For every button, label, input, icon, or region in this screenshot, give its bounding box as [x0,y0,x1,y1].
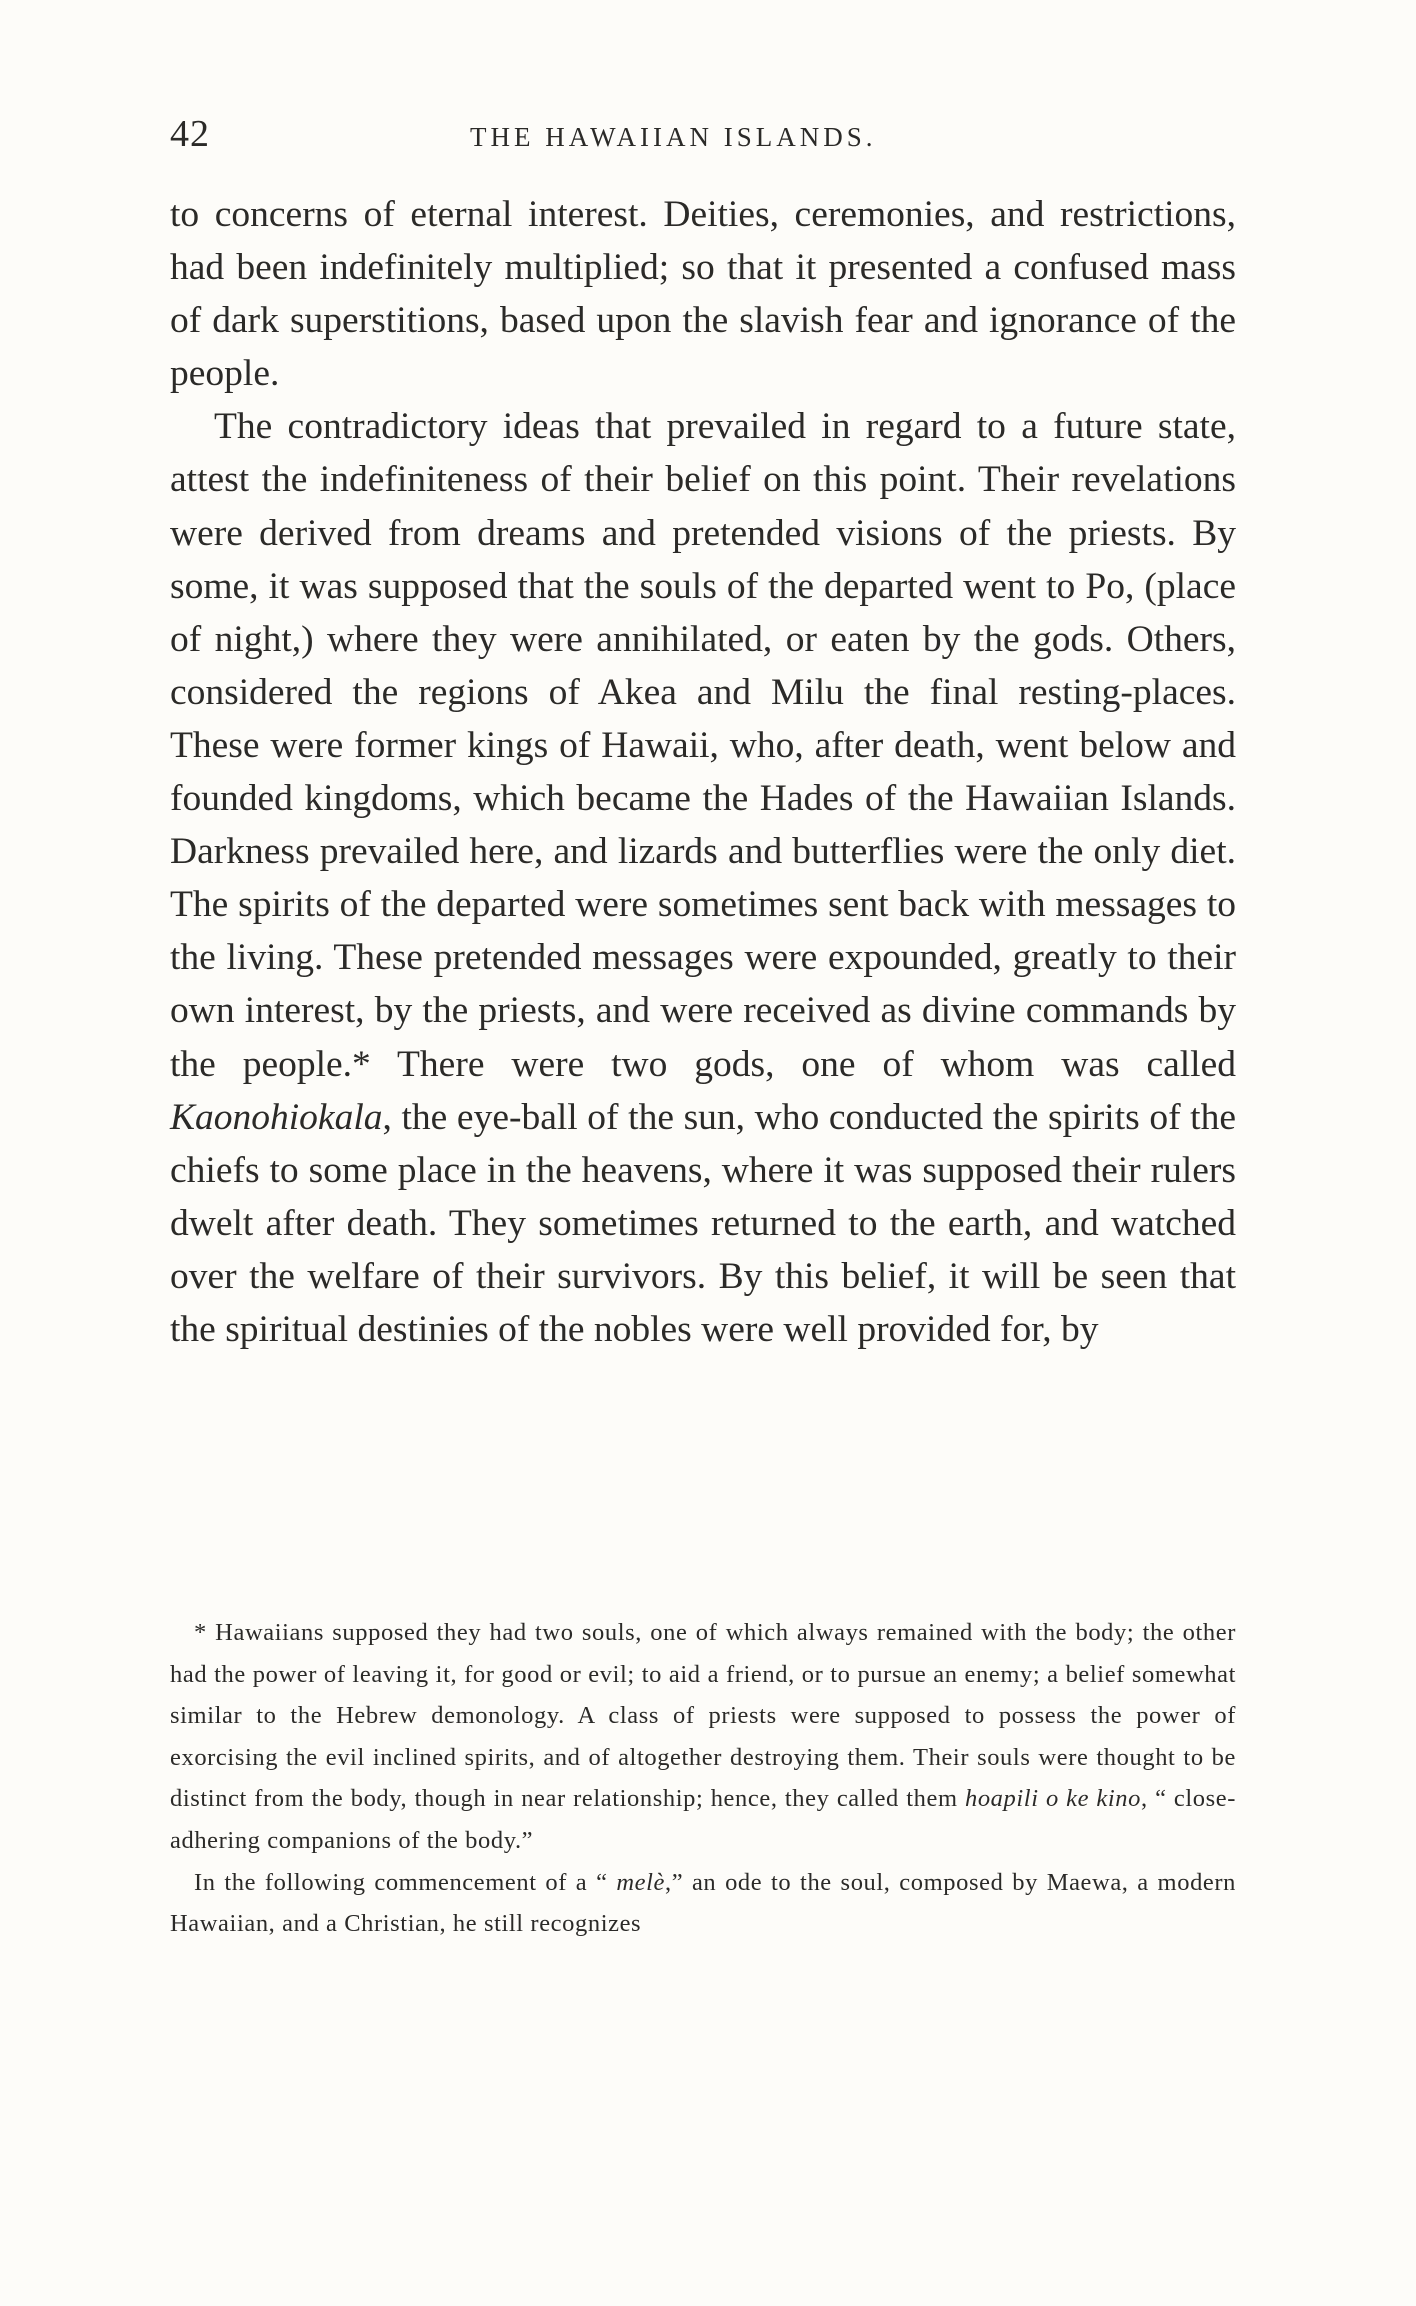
paragraph-1 [170,188,1236,400]
footnote-2 [170,1862,1236,1945]
footnotes [170,1612,1236,1945]
footnote-2-text-b: ,” an ode to the soul, composed by Maewa, a modern Hawaiian, and a Christian, he still recognizes [170,1868,1236,1938]
paragraph-2-text-a: The contradictory ideas that prevailed in regard to a future state, attest the indefiniteness of their belief on this point. Their revelations were derived from dreams and pretended visions of the priests. By some, it was supposed that the souls of the departed went to Po, (place of night,) where they were annihilated, or eaten by the gods. Others, considered the regions of Akea and Milu the final resting-places. These were former kings of Hawaii, who, after death, went below and founded kingdoms, which became the Hades of the Hawaiian Islands. Darkness prevailed here, and lizards and butterflies were the only diet. The spirits of the departed were sometimes sent back with messages to the living. These pretended messages were expounded, greatly to their own interest, by the priests, and were received as divine commands by the people.* There were two gods, one of whom was called [170,406,1236,1085]
page-number: 42 [170,113,210,155]
paragraph-2-text-b: , the eye-ball of the sun, who conducted the spirits of the chiefs to some place in the heavens, where it was supposed their rulers dwelt after death. They sometimes returned to the earth, and watched over the welfare of their survivors. By this belief, it will be seen that the spiritual destinies of the nobles were well provided for, by [170,1096,1236,1350]
main-text [170,188,1236,1356]
footnote-1-text-b: , “ close-adhering companions of the body.” [170,1785,1236,1854]
footnote-1 [170,1612,1236,1862]
footnote-2-italic: melè [616,1868,665,1896]
italic-god-name: Kaonohiokala [170,1096,383,1138]
paragraph-1-text: to concerns of eternal interest. Deities, ceremonies, and restrictions, had been indefinitely multiplied; so that it presented a confused mass of dark superstitions, based upon the slavish fear and ignorance of the people. [170,194,1236,395]
footnote-1-italic: hoapili o ke kino [964,1785,1142,1813]
footnote-2-text-a: In the following commencement of a “ [194,1868,617,1896]
running-head [170,112,1240,155]
paragraph-2 [170,400,1236,1356]
footnote-1-text-a: * Hawaiians supposed they had two souls, one of which always remained with the body; the other had the power of leaving it, for good or evil; to aid a friend, or to pursue an enemy; a belief somewhat similar to the Hebrew demonology. A class of priests were supposed to possess the power of exorcising the evil inclined spirits, and of altogether destroying them. Their souls were thought to be distinct from the body, though in near relationship; hence, they called them [170,1619,1236,1813]
running-title: THE HAWAIIAN ISLANDS. [470,122,877,152]
